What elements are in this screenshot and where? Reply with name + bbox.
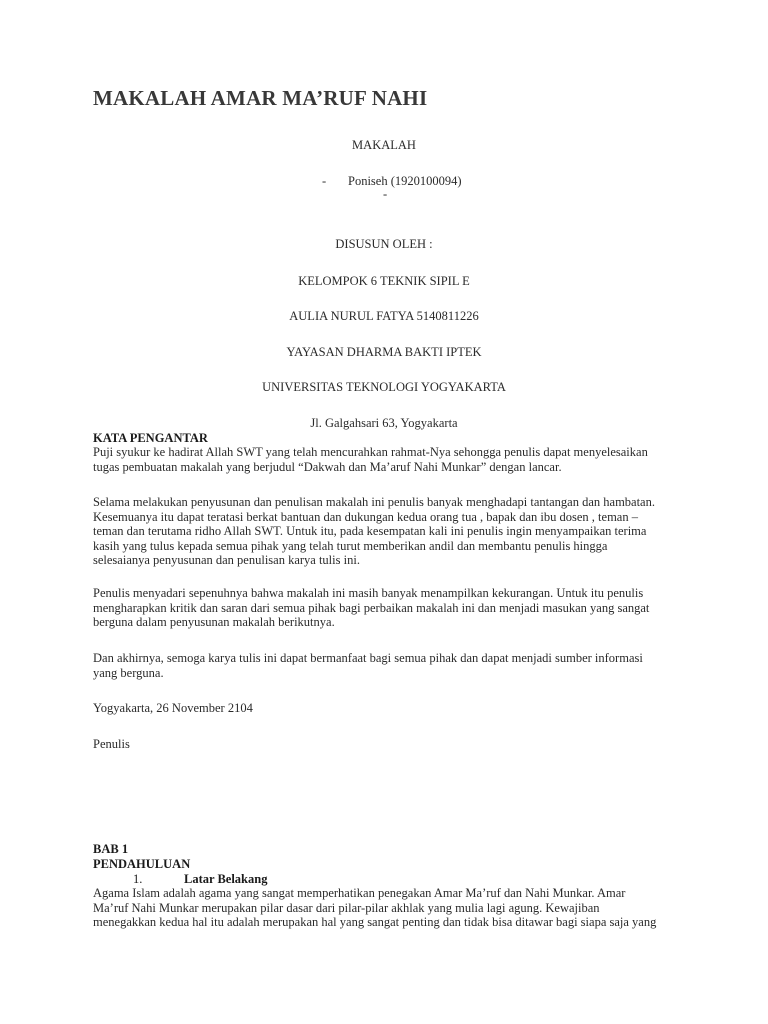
cover-universitas: UNIVERSITAS TEKNOLOGI YOGYAKARTA bbox=[262, 380, 506, 394]
paragraph-line: teman dan terutama ridho Allah SWT. Untuk itu, pada kesempatan kali ini penulis ingin menyampaikan terima bbox=[93, 524, 647, 539]
kata-pengantar-heading: KATA PENGANTAR bbox=[93, 431, 208, 445]
kata-pengantar-paragraph-3 bbox=[93, 586, 683, 630]
kata-pengantar-paragraph-1 bbox=[93, 445, 683, 474]
list-label: Latar Belakang bbox=[184, 872, 268, 886]
author-dash: - bbox=[322, 174, 327, 188]
paragraph-line: berguna dalam penyusunan makalah berikutnya. bbox=[93, 615, 335, 630]
paragraph-line: Puji syukur ke hadirat Allah SWT yang telah mencurahkan rahmat-Nya sehongga penulis dapat menyelesaikan bbox=[93, 445, 648, 459]
signer: Penulis bbox=[93, 737, 130, 751]
paragraph-line: Agama Islam adalah agama yang sangat memperhatikan penegakan Amar Ma’ruf dan Nahi Munkar. Amar bbox=[93, 886, 626, 900]
author-name: Poniseh (1920100094) bbox=[348, 174, 462, 188]
paragraph-line: Penulis menyadari sepenuhnya bahwa makalah ini masih banyak menampilkan kekurangan. Untuk itu penulis bbox=[93, 586, 644, 600]
cover-disusun: DISUSUN OLEH : bbox=[335, 237, 433, 251]
paragraph-line: Kesemuanya itu dapat teratasi berkat bantuan dan dukungan kedua orang tua , bapak dan ibu dosen , teman – bbox=[93, 509, 638, 524]
paragraph-line: Selama melakukan penyusunan dan penulisan makalah ini penulis banyak menghadapi tantangan dan hambatan. bbox=[93, 495, 655, 509]
paragraph-line: selesaianya penyusunan dan penulisan karya tulis ini. bbox=[93, 553, 360, 568]
place-date: Yogyakarta, 26 November 2104 bbox=[93, 701, 253, 715]
paragraph-line: mengharapkan kritik dan saran dari semua pihak bagi perbaikan makalah ini dan menjadi masukan yang sangat bbox=[93, 600, 650, 615]
cover-makalah: MAKALAH bbox=[352, 138, 416, 152]
paragraph-line: Dan akhirnya, semoga karya tulis ini dapat bermanfaat bagi semua pihak dan dapat menjadi sumber informasi bbox=[93, 651, 643, 665]
second-dash: - bbox=[383, 187, 388, 201]
kata-pengantar-paragraph-4 bbox=[93, 651, 683, 680]
bab1-paragraph-1 bbox=[93, 886, 683, 930]
section-list-item bbox=[133, 872, 267, 887]
paragraph-line: yang berguna. bbox=[93, 665, 164, 680]
author-row bbox=[322, 174, 462, 189]
bab-subheading: PENDAHULUAN bbox=[93, 857, 191, 871]
paragraph-line: Ma’ruf Nahi Munkar merupakan pilar dasar dari pilar-pilar akhlak yang mulia lagi agung. Kewajiban bbox=[93, 900, 600, 915]
paragraph-line: menegakkan kedua hal itu adalah merupakan hal yang sangat penting dan tidak bisa ditawar bagi siapa saja yang bbox=[93, 915, 657, 930]
cover-alamat: Jl. Galgahsari 63, Yogyakarta bbox=[310, 416, 458, 430]
list-number: 1. bbox=[133, 872, 143, 886]
bab-heading: BAB 1 bbox=[93, 842, 129, 856]
cover-kelompok: KELOMPOK 6 TEKNIK SIPIL E bbox=[298, 274, 470, 288]
paragraph-line: kasih yang tulus kepada semua pihak yang telah turut memberikan andil dan membantu penulis hingga bbox=[93, 538, 608, 553]
cover-yayasan: YAYASAN DHARMA BAKTI IPTEK bbox=[286, 345, 482, 359]
cover-member: AULIA NURUL FATYA 5140811226 bbox=[289, 309, 479, 323]
paragraph-line: tugas pembuatan makalah yang berjudul “Dakwah dan Ma’aruf Nahi Munkar” dengan lancar. bbox=[93, 459, 562, 474]
kata-pengantar-paragraph-2 bbox=[93, 495, 683, 568]
document-title: MAKALAH AMAR MA’RUF NAHI bbox=[93, 86, 428, 110]
